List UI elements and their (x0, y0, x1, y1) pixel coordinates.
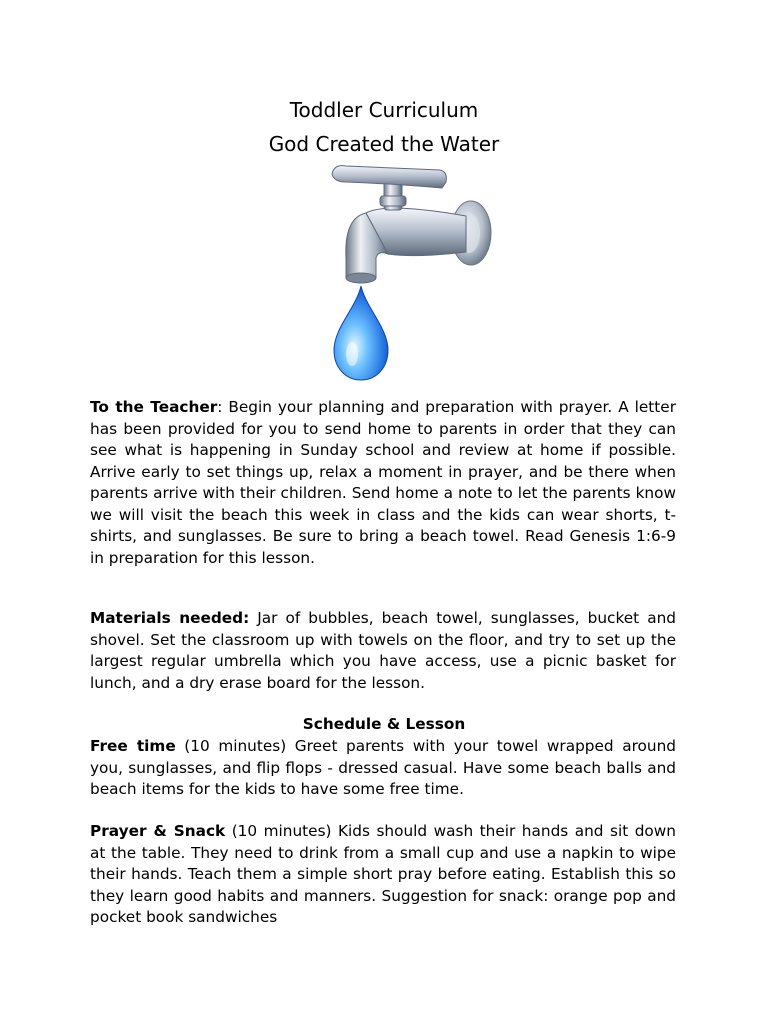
materials-section (90, 608, 676, 694)
document-subtitle: God Created the Water (268, 132, 500, 156)
document-title: Toddler Curriculum (289, 98, 479, 122)
prayer-snack-section (90, 821, 676, 929)
materials-section-text: Jar of bubbles, beach towel, sunglasses, bucket and shovel. Set the classroom up with towels on the floor, and try to set up the largest regular umbrella which you have access, use a picnic basket for lunch, and a dry erase board for the lesson. (90, 609, 676, 692)
water-faucet-with-drop-icon (326, 158, 496, 384)
prayer-snack-text: (10 minutes) Kids should wash their hands and sit down at the table. They need to drink from a small cup and use a napkin to wipe their hands. Teach them a simple short pray before eating. Establish this so they learn good habits and manners. Suggestion for snack: orange pop and pocket book sandwiches (90, 822, 676, 926)
teacher-section (90, 397, 676, 569)
teacher-section-text: : Begin your planning and preparation with prayer. A letter has been provided for you to send home to parents in order that they can see what is happening in Sunday school and review at home if possible. Arrive early to set things up, relax a moment in prayer, and be there when parents arrive with their children. Send home a note to let the parents know we will visit the beach this week in class and the kids can wear shorts, t-shirts, and sunglasses. Be sure to bring a beach towel. Read Genesis 1:6-9 in preparation for this lesson. (90, 398, 676, 567)
materials-section-label: Materials needed: (90, 609, 250, 627)
free-time-text: (10 minutes) Greet parents with your towel wrapped around you, sunglasses, and flip flops - dressed casual. Have some beach balls and beach items for the kids to have some free time. (90, 737, 676, 798)
schedule-heading: Schedule & Lesson (302, 715, 466, 733)
free-time-section (90, 736, 676, 801)
free-time-label: Free time (90, 737, 176, 755)
prayer-snack-label: Prayer & Snack (90, 822, 226, 840)
teacher-section-label: To the Teacher (90, 398, 218, 416)
